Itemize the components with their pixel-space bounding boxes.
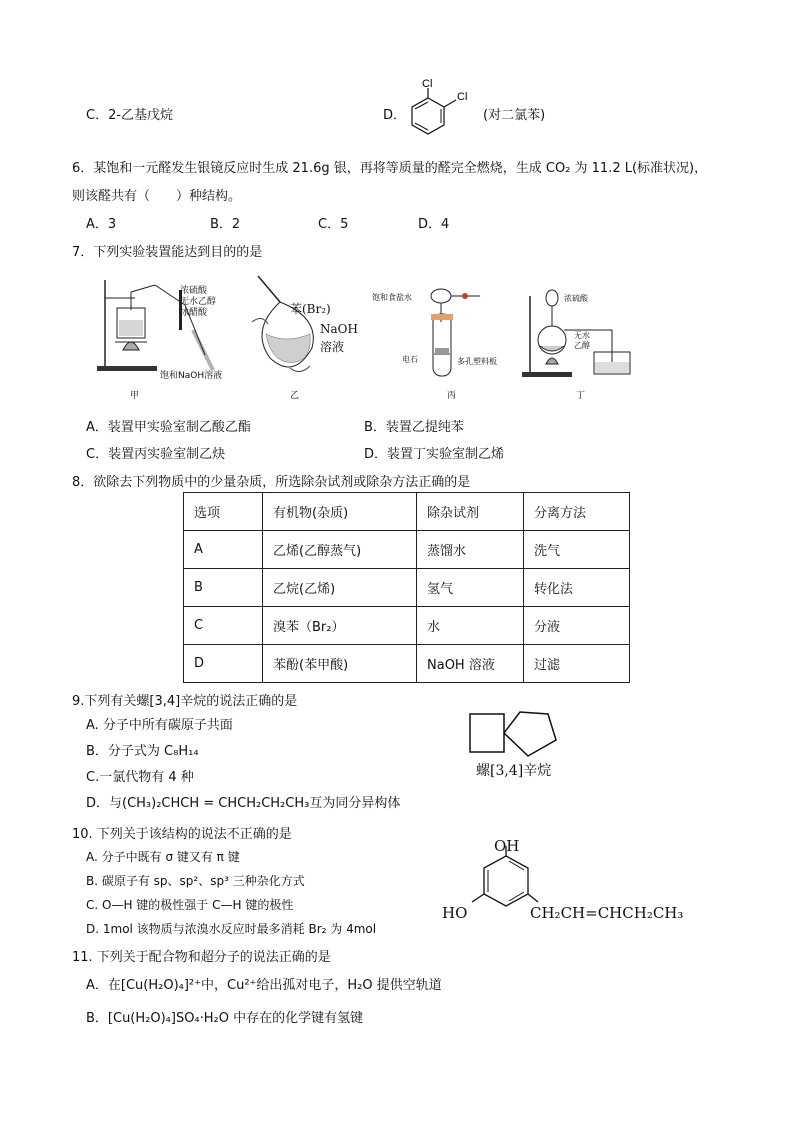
yi-benzene-label: 苯(Br₂) bbox=[290, 302, 331, 316]
jia-reagents bbox=[180, 286, 216, 319]
q7-option-a: A．装置甲实验室制乙酸乙酯 bbox=[86, 420, 251, 435]
table-cell: B bbox=[184, 569, 263, 607]
table-row bbox=[184, 645, 630, 683]
q10-oh-top: OH bbox=[494, 837, 520, 855]
q6-option-b: B．2 bbox=[210, 217, 241, 232]
yi-naoh-label: NaOH bbox=[320, 322, 358, 336]
jia-receiver-label: 饱和NaOH溶液 bbox=[160, 371, 223, 381]
table-cell: 过滤 bbox=[524, 645, 630, 683]
q6-option-a: A．3 bbox=[86, 217, 117, 232]
q5-option-d-label: D． bbox=[383, 108, 407, 123]
table-cell: 乙烯(乙醇蒸气) bbox=[263, 531, 417, 569]
q10-option-c: C. O—H 键的极性强于 C—H 键的极性 bbox=[86, 898, 294, 912]
bing-funnel-label: 饱和食盐水 bbox=[372, 293, 412, 302]
q11-option-a: A．在[Cu(H₂O)₄]²⁺中，Cu²⁺给出孤对电子，H₂O 提供空轨道 bbox=[86, 978, 442, 993]
table-cell: C bbox=[184, 607, 263, 645]
bing-caption: 丙 bbox=[447, 391, 457, 401]
table-cell: 氢气 bbox=[417, 569, 524, 607]
table-cell: 苯酚(苯甲酸) bbox=[263, 645, 417, 683]
q6-stem-line2: 则该醛共有（ ）种结构。 bbox=[72, 189, 242, 204]
jia-caption: 甲 bbox=[130, 391, 140, 401]
bing-carbide-label: 电石 bbox=[402, 355, 418, 364]
cl-label-2: Cl bbox=[457, 91, 468, 103]
table-row bbox=[184, 607, 630, 645]
q10-stem: 10. 下列关于该结构的说法不正确的是 bbox=[72, 827, 292, 842]
bing-plate-label: 多孔塑料板 bbox=[457, 357, 497, 366]
impurity-table bbox=[183, 492, 630, 683]
q9-option-a: A. 分子中所有碳原子共面 bbox=[86, 718, 233, 733]
table-cell: 蒸馏水 bbox=[417, 531, 524, 569]
q6-option-d: D．4 bbox=[418, 217, 450, 232]
q10-ho-left: HO bbox=[442, 904, 468, 922]
table-header-row bbox=[184, 493, 630, 531]
table-row bbox=[184, 531, 630, 569]
ding-alcohol-label-2: 乙醇 bbox=[574, 341, 590, 350]
table-cell: 水 bbox=[417, 607, 524, 645]
q5-option-c: C．2-乙基戊烷 bbox=[86, 108, 174, 123]
q9-option-c: C.一氯代物有 4 种 bbox=[86, 770, 194, 785]
ding-caption: 丁 bbox=[576, 391, 586, 401]
table-header-cell: 除杂试剂 bbox=[417, 493, 524, 531]
dichlorobenzene-structure bbox=[400, 78, 480, 140]
table-cell: 分液 bbox=[524, 607, 630, 645]
yi-solution-label: 溶液 bbox=[320, 340, 345, 354]
q10-option-d: D. 1mol 该物质与浓溴水反应时最多消耗 Br₂ 为 4mol bbox=[86, 922, 377, 936]
q10-side-chain: CH₂CH=CHCH₂CH₃ bbox=[530, 904, 684, 922]
table-header-cell: 有机物(杂质) bbox=[263, 493, 417, 531]
table-cell: 乙烷(乙烯) bbox=[263, 569, 417, 607]
cl-label-1: Cl bbox=[422, 78, 433, 90]
q10-option-a: A. 分子中既有 σ 键又有 π 键 bbox=[86, 850, 240, 864]
table-cell: 洗气 bbox=[524, 531, 630, 569]
table-header-cell: 选项 bbox=[184, 493, 263, 531]
spiro-octane-structure bbox=[466, 704, 566, 760]
q10-option-b: B. 碳原子有 sp、sp²、sp³ 三种杂化方式 bbox=[86, 874, 305, 888]
table-cell: 转化法 bbox=[524, 569, 630, 607]
yi-caption: 乙 bbox=[290, 391, 300, 401]
table-row bbox=[184, 569, 630, 607]
q11-stem: 11. 下列关于配合物和超分子的说法正确的是 bbox=[72, 950, 331, 965]
q7-option-d: D．装置丁实验室制乙烯 bbox=[364, 447, 505, 462]
q9-option-b: B．分子式为 C₈H₁₄ bbox=[86, 744, 199, 759]
table-cell: NaOH 溶液 bbox=[417, 645, 524, 683]
q8-stem: 8．欲除去下列物质中的少量杂质，所选除杂试剂或除杂方法正确的是 bbox=[72, 475, 471, 490]
table-cell: 溴苯（Br₂） bbox=[263, 607, 417, 645]
q9-option-d: D．与(CH₃)₂CHCH = CHCH₂CH₂CH₃互为同分异构体 bbox=[86, 796, 401, 811]
q7-option-c: C．装置丙实验室制乙炔 bbox=[86, 447, 226, 462]
table-cell: D bbox=[184, 645, 263, 683]
ding-acid-label: 浓硫酸 bbox=[564, 294, 588, 303]
q5-option-d-note: (对二氯苯) bbox=[483, 108, 546, 123]
ding-alcohol-label-1: 无水 bbox=[574, 331, 590, 340]
jia-reagent-2: 无水乙醇 bbox=[180, 297, 217, 307]
table-header-cell: 分离方法 bbox=[524, 493, 630, 531]
apparatus-bing bbox=[425, 282, 495, 382]
q9-structure-caption: 螺[3,4]辛烷 bbox=[476, 763, 552, 779]
table-cell: A bbox=[184, 531, 263, 569]
q6-option-c: C．5 bbox=[318, 217, 349, 232]
q9-stem: 9.下列有关螺[3,4]辛烷的说法正确的是 bbox=[72, 694, 298, 709]
q7-stem: 7．下列实验装置能达到目的的是 bbox=[72, 245, 263, 260]
q11-option-b: B．[Cu(H₂O)₄]SO₄·H₂O 中存在的化学键有氢键 bbox=[86, 1011, 364, 1026]
q6-stem-line1: 6．某饱和一元醛发生银镜反应时生成 21.6g 银，再将等质量的醛完全燃烧，生成 CO₂ 为 11.2 L(标准状况)， bbox=[72, 161, 708, 176]
q7-option-b: B．装置乙提纯苯 bbox=[364, 420, 464, 435]
jia-reagent-3: 冰醋酸 bbox=[180, 308, 208, 318]
apparatus-yi bbox=[250, 272, 320, 387]
jia-reagent-1: 浓硫酸 bbox=[180, 286, 208, 296]
